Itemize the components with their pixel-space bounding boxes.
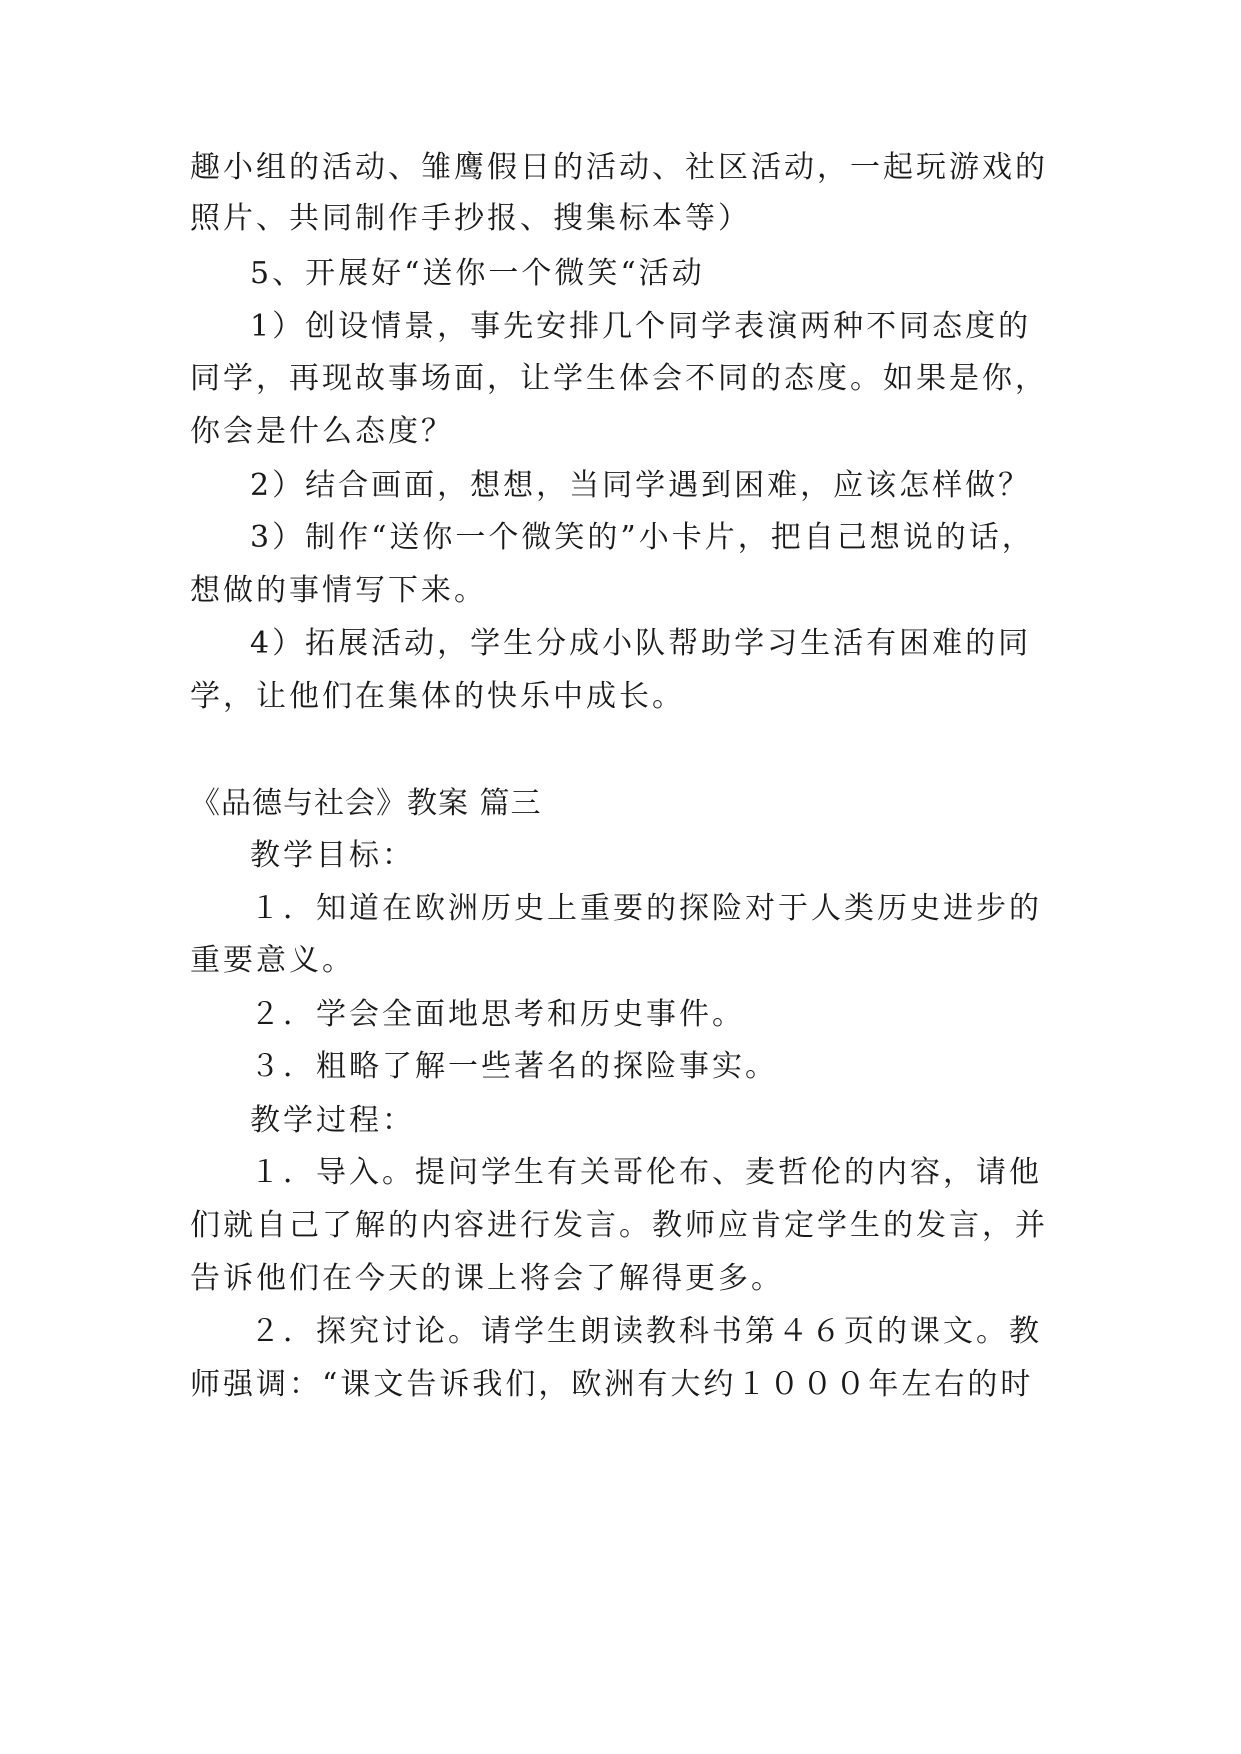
paragraph-line: 们就自己了解的内容进行发言。教师应肯定学生的发言，并 [190,1208,1048,1243]
paragraph-line: 同学，再现故事场面，让学生体会不同的态度。如果是你， [190,361,1048,396]
paragraph-line: 3）制作“送你一个微笑的”小卡片，把自己想说的话， [250,520,1035,555]
paragraph-line: 学，让他们在集体的快乐中成长。 [190,679,685,714]
paragraph-line: 趣小组的活动、雏鹰假日的活动、社区活动，一起玩游戏的 [190,150,1048,185]
paragraph-line: 照片、共同制作手抄报、搜集标本等） [190,201,751,236]
paragraph-line: 重要意义。 [190,943,355,978]
paragraph-line: 2）结合画面，想想，当同学遇到困难，应该怎样做？ [250,468,1032,503]
paragraph-line: 教学过程： [250,1103,415,1138]
paragraph-line: 想做的事情写下来。 [190,573,487,608]
paragraph-line: 你会是什么态度？ [190,414,454,449]
paragraph-line: １．知道在欧洲历史上重要的探险对于人类历史进步的 [250,891,1042,926]
paragraph-line: 师强调：“课文告诉我们，欧洲有大约１０００年左右的时 [190,1367,1034,1402]
section-heading: 《品德与社会》教案 篇三 [190,786,542,821]
paragraph-line: １．导入。提问学生有关哥伦布、麦哲伦的内容，请他 [250,1155,1042,1190]
paragraph-line: ３．粗略了解一些著名的探险事实。 [250,1049,778,1084]
paragraph-line: 5、开展好“送你一个微笑“活动 [250,256,705,291]
paragraph-line: 告诉他们在今天的课上将会了解得更多。 [190,1261,784,1296]
paragraph-line: ２．探究讨论。请学生朗读教科书第４６页的课文。教 [250,1314,1042,1349]
paragraph-line: 教学目标： [250,838,415,873]
paragraph-line: 4）拓展活动，学生分成小队帮助学习生活有困难的同 [250,626,1032,661]
paragraph-line: 1）创设情景，事先安排几个同学表演两种不同态度的 [250,309,1032,344]
paragraph-line: ２．学会全面地思考和历史事件。 [250,997,745,1032]
